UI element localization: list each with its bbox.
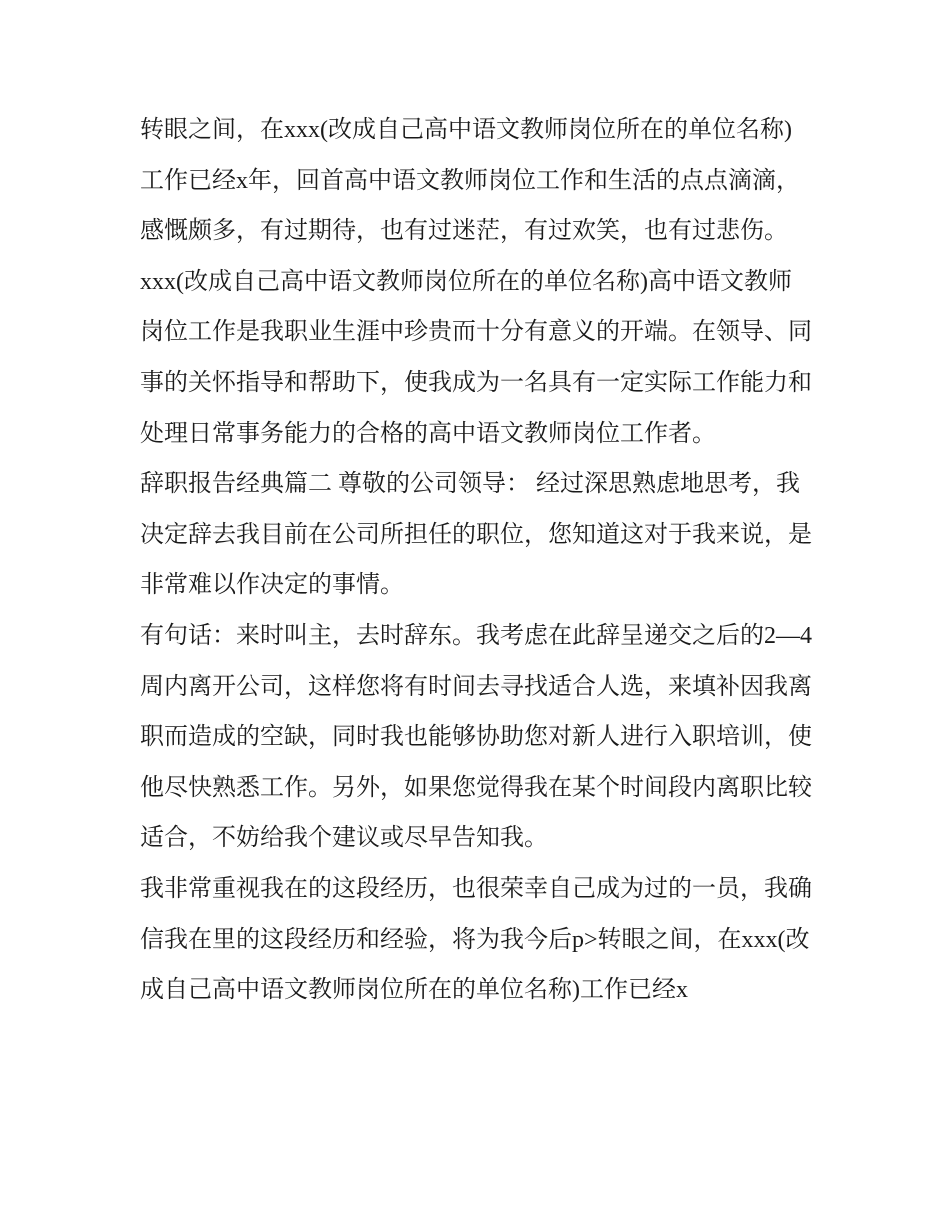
paragraph-4: 有句话：来时叫主，去时辞东。我考虑在此辞呈递交之后的2—4周内离开公司，这样您将有时间去寻找适合人选，来填补因我离职而造成的空缺，同时我也能够协助您对新人进行入职培训，使他尽快熟悉工作。另外，如果您觉得我在某个时间段内离职比较适合，不妨给我个建议或尽早告知我。 [140, 622, 812, 852]
paragraph-5: 我非常重视我在的这段经历，也很荣幸自己成为过的一员，我确信我在里的这段经历和经验，将为我今后p>转眼之间，在xxx(改成自己高中语文教师岗位所在的单位名称)工作已经x [140, 875, 812, 1004]
paragraph-2: xxx(改成自己高中语文教师岗位所在的单位名称)高中语文教师岗位工作是我职业生涯中珍贵而十分有意义的开端。在领导、同事的关怀指导和帮助下，使我成为一名具有一定实际工作能力和处理日常事务能力的合格的高中语文教师岗位工作者。 [140, 268, 812, 447]
paragraph-1: 转眼之间，在xxx(改成自己高中语文教师岗位所在的单位名称)工作已经x年，回首高中语文教师岗位工作和生活的点点滴滴，感慨颇多，有过期待，也有过迷茫，有过欢笑，也有过悲伤。 [140, 117, 800, 245]
document-page [140, 105, 812, 1016]
paragraph-3: 辞职报告经典篇二 尊敬的公司领导： 经过深思熟虑地思考，我决定辞去我目前在公司所担任的职位，您知道这对于我来说，是非常难以作决定的事情。 [140, 471, 812, 599]
